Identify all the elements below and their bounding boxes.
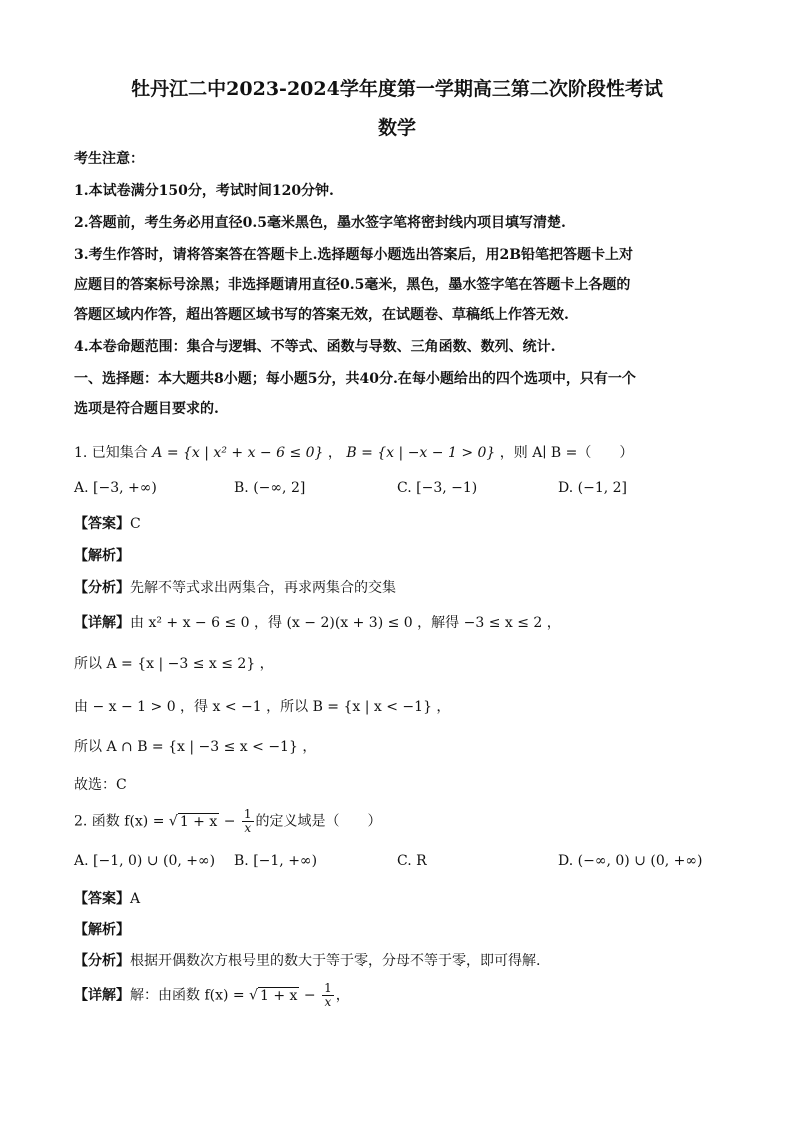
notice-item-3: 3.考生作答时，请将答案答在答题卡上.选择题每小题选出答案后，用2B铅笔把答题卡上对	[74, 247, 634, 263]
q2-detail-line-1	[74, 982, 350, 1009]
q2-option-d	[558, 853, 703, 869]
answer-tag: 【答案】	[74, 516, 130, 532]
detail-frac-denominator: x	[324, 995, 332, 1009]
q1-option-d	[558, 480, 627, 496]
option-label: B.	[234, 853, 249, 869]
option-value: (−∞, 0) ∪ (0, +∞)	[577, 853, 703, 869]
option-value: [−3, −1)	[416, 480, 478, 496]
q1-detail-line-2: 所以 A = {x | −3 ≤ x ≤ 2} ，	[74, 656, 274, 672]
detail-suffix: ，	[335, 987, 350, 1004]
q2-frac-denominator: x	[244, 821, 252, 835]
q1-option-c	[397, 480, 477, 496]
detail-tag: 【详解】	[74, 987, 130, 1004]
option-label: C.	[397, 480, 412, 496]
detail-prefix: 解：由函数 f(x) =	[130, 987, 250, 1004]
q1-detail-line-4: 所以 A ∩ B = {x | −3 ≤ x < −1} ，	[74, 739, 317, 755]
q1-detail-line-5: 故选：C	[74, 777, 127, 793]
q1-set-b: B = {x | −x − 1 > 0}	[346, 445, 496, 461]
q1-stem	[74, 444, 633, 462]
answer-value: C	[130, 516, 141, 532]
notice-item-3-cont2: 答题区域内作答，超出答题区域书写的答案无效，在试题卷、草稿纸上作答无效.	[74, 307, 569, 323]
q2-fenxi	[74, 952, 540, 970]
option-value: [−1, +∞)	[253, 853, 318, 869]
sqrt-sign: √	[168, 813, 178, 830]
q2-fraction	[242, 808, 254, 835]
detail-text: 由 x² + x − 6 ≤ 0 ，得 (x − 2)(x + 3) ≤ 0 ，解得 −3 ≤ x ≤ 2 ，	[130, 615, 561, 631]
q2-answer	[74, 890, 140, 908]
subject-title: 数学	[377, 117, 416, 139]
q2-option-b	[234, 853, 317, 869]
q1-comma: ，	[327, 445, 342, 461]
q1-detail-line-3: 由 − x − 1 > 0 ，得 x < −1 ，所以 B = {x | x < −1} ，	[74, 699, 451, 715]
q2-sqrt-content: 1 + x	[179, 813, 218, 830]
q1-option-a	[74, 480, 157, 496]
detail-frac-numerator: 1	[324, 981, 332, 995]
q1-stem-suffix: ，则 A∣ B =（ ）	[499, 445, 634, 461]
option-value: (−1, 2]	[577, 480, 628, 496]
option-label: A.	[74, 853, 89, 869]
q2-stem-prefix: 2. 函数 f(x) =	[74, 813, 169, 830]
notice-item-2: 2.答题前，考生务必用直径0.5毫米黑色，墨水签字笔将密封线内项目填写清楚.	[74, 215, 566, 231]
exam-title: 牡丹江二中2023-2024学年度第一学期高三第二次阶段性考试	[131, 78, 663, 100]
option-label: D.	[558, 480, 574, 496]
q2-analysis-tag: 【解析】	[74, 922, 130, 938]
q1-set-a: A = {x | x² + x − 6 ≤ 0}	[152, 445, 324, 461]
option-label: C.	[397, 853, 412, 869]
q2-stem	[74, 808, 382, 835]
section-heading-cont: 选项是符合题目要求的.	[74, 401, 219, 417]
option-label: D.	[558, 853, 574, 869]
q1-answer	[74, 515, 141, 533]
option-value: [−1, 0) ∪ (0, +∞)	[93, 853, 216, 869]
notice-item-3-cont: 应题目的答案标号涂黑；非选择题请用直径0.5毫米，黑色，墨水签字笔在答题卡上各题的	[74, 277, 631, 293]
fenxi-tag: 【分析】	[74, 953, 130, 969]
q2-minus: −	[219, 813, 240, 830]
fenxi-tag: 【分析】	[74, 580, 130, 596]
option-label: B.	[234, 480, 249, 496]
q2-frac-numerator: 1	[243, 807, 252, 821]
option-value: [−3, +∞)	[93, 480, 157, 496]
answer-value: A	[130, 891, 141, 907]
q2-option-c	[397, 853, 427, 869]
detail-sqrt-content: 1 + x	[260, 987, 298, 1004]
section-heading: 一、选择题：本大题共8小题；每小题5分，共40分.在每小题给出的四个选项中，只有一个	[74, 371, 636, 387]
notice-item-4: 4.本卷命题范围：集合与逻辑、不等式、函数与导数、三角函数、数列、统计.	[74, 339, 556, 355]
notice-item-1: 1.本试卷满分150分，考试时间120分钟.	[74, 183, 334, 199]
q2-option-a	[74, 853, 215, 869]
detail-tag: 【详解】	[74, 615, 130, 631]
q1-detail-line-1	[74, 614, 561, 632]
option-label: A.	[74, 480, 89, 496]
fenxi-text: 根据开偶数次方根号里的数大于等于零，分母不等于零，即可得解.	[130, 953, 541, 969]
detail-minus: −	[299, 987, 321, 1004]
fenxi-text: 先解不等式求出两集合，再求两集合的交集	[130, 580, 396, 596]
detail-fraction	[322, 982, 334, 1009]
q1-analysis-tag: 【解析】	[74, 548, 130, 564]
answer-tag: 【答案】	[74, 891, 130, 907]
notice-heading: 考生注意：	[74, 151, 144, 167]
option-value: (−∞, 2]	[253, 480, 306, 496]
q1-option-b	[234, 480, 305, 496]
q1-stem-prefix: 1. 已知集合	[74, 445, 148, 461]
q2-stem-suffix: 的定义域是（ ）	[255, 813, 382, 830]
option-value: R	[416, 853, 427, 869]
q1-fenxi	[74, 579, 396, 597]
sqrt-sign: √	[249, 987, 259, 1004]
